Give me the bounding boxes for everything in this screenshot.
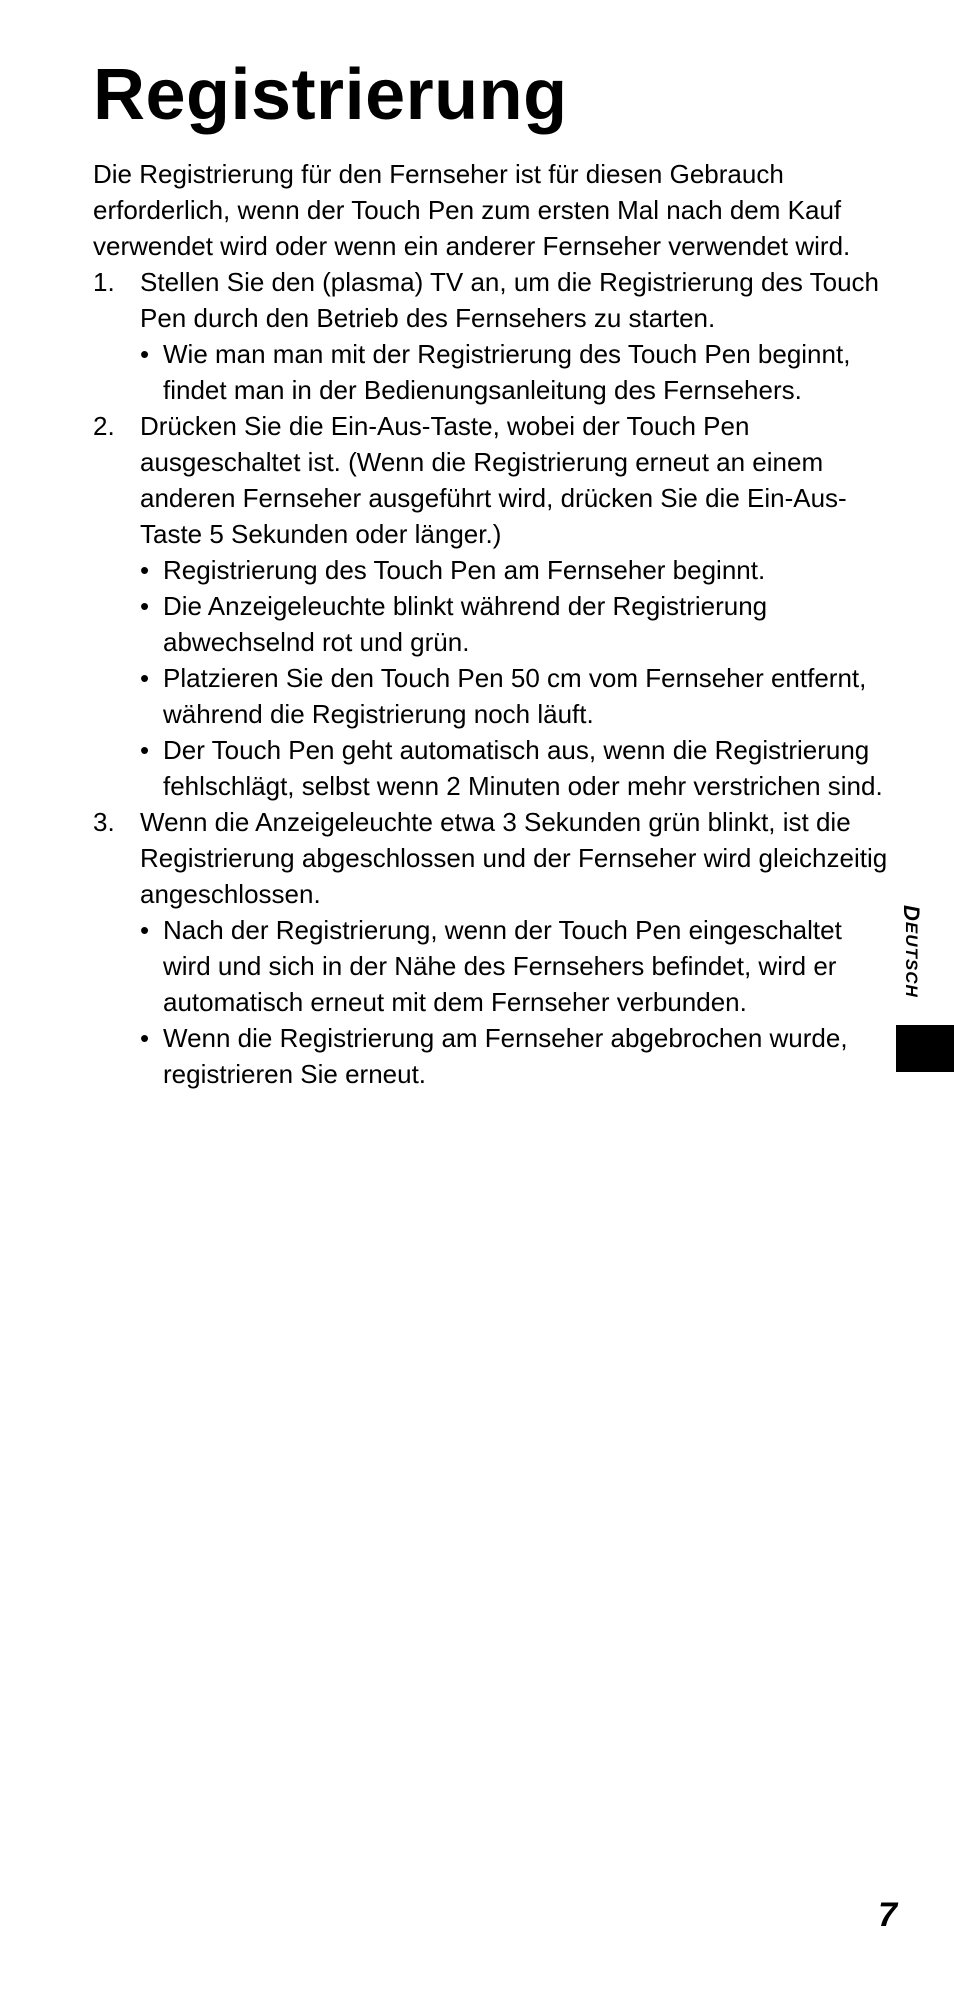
step-item <box>93 804 893 1092</box>
bullet-item <box>140 732 893 804</box>
bullet-text: Platzieren Sie den Touch Pen 50 cm vom Fernseher entfernt, während die Registrierung noch läuft. <box>163 663 867 729</box>
bullet-item <box>140 588 893 660</box>
bullet-text: Wie man man mit der Registrierung des Touch Pen beginnt, findet man in der Bedienungsanleitung des Fernsehers. <box>163 339 851 405</box>
page-content <box>93 50 893 1092</box>
bullet-icon: • <box>140 735 150 765</box>
bullet-text: Registrierung des Touch Pen am Fernseher beginnt. <box>163 555 766 585</box>
step-number: 1. <box>93 267 115 297</box>
bullet-item <box>140 336 893 408</box>
language-tab-label <box>898 905 924 998</box>
step-item <box>93 264 893 408</box>
step-bullets <box>140 552 893 804</box>
language-tab-marker <box>896 1025 954 1072</box>
page-number: 7 <box>878 1896 897 1934</box>
language-tab-rest: EUTSCH <box>902 921 921 998</box>
bullet-icon: • <box>140 339 150 369</box>
step-number: 2. <box>93 411 115 441</box>
step-text: Stellen Sie den (plasma) TV an, um die Registrierung des Touch Pen durch den Betrieb des Fernsehers zu starten. <box>140 267 879 333</box>
steps-list <box>93 264 893 1092</box>
step-bullets <box>140 912 893 1092</box>
bullet-item <box>140 660 893 732</box>
bullet-icon: • <box>140 591 150 621</box>
bullet-item <box>140 552 893 588</box>
step-text: Wenn die Anzeigeleuchte etwa 3 Sekunden grün blinkt, ist die Registrierung abgeschlossen und der Fernseher wird gleichzeitig angeschlossen. <box>140 807 888 909</box>
step-item <box>93 408 893 804</box>
bullet-text: Wenn die Registrierung am Fernseher abgebrochen wurde, registrieren Sie erneut. <box>163 1023 848 1089</box>
bullet-text: Nach der Registrierung, wenn der Touch Pen eingeschaltet wird und sich in der Nähe des Fernsehers befindet, wird er automatisch erneut mit dem Fernseher verbunden. <box>163 915 842 1017</box>
step-bullets <box>140 336 893 408</box>
step-text: Drücken Sie die Ein-Aus-Taste, wobei der Touch Pen ausgeschaltet ist. (Wenn die Registrierung erneut an einem anderen Fernseher ausgeführt wird, drücken Sie die Ein-Aus-Taste 5 Sekunden oder länger.) <box>140 411 847 549</box>
bullet-icon: • <box>140 555 150 585</box>
bullet-item <box>140 912 893 1020</box>
bullet-item <box>140 1020 893 1092</box>
bullet-icon: • <box>140 663 150 693</box>
intro-paragraph: Die Registrierung für den Fernseher ist für diesen Gebrauch erforderlich, wenn der Touch Pen zum ersten Mal nach dem Kauf verwendet wird oder wenn ein anderer Fernseher verwendet wird. <box>93 159 851 261</box>
page-title: Registrierung <box>93 55 568 135</box>
bullet-icon: • <box>140 915 150 945</box>
bullet-icon: • <box>140 1023 150 1053</box>
bullet-text: Die Anzeigeleuchte blinkt während der Registrierung abwechselnd rot und grün. <box>163 591 768 657</box>
bullet-text: Der Touch Pen geht automatisch aus, wenn die Registrierung fehlschlägt, selbst wenn 2 Minuten oder mehr verstrichen sind. <box>163 735 883 801</box>
step-number: 3. <box>93 807 115 837</box>
language-tab-initial: D <box>899 905 924 922</box>
